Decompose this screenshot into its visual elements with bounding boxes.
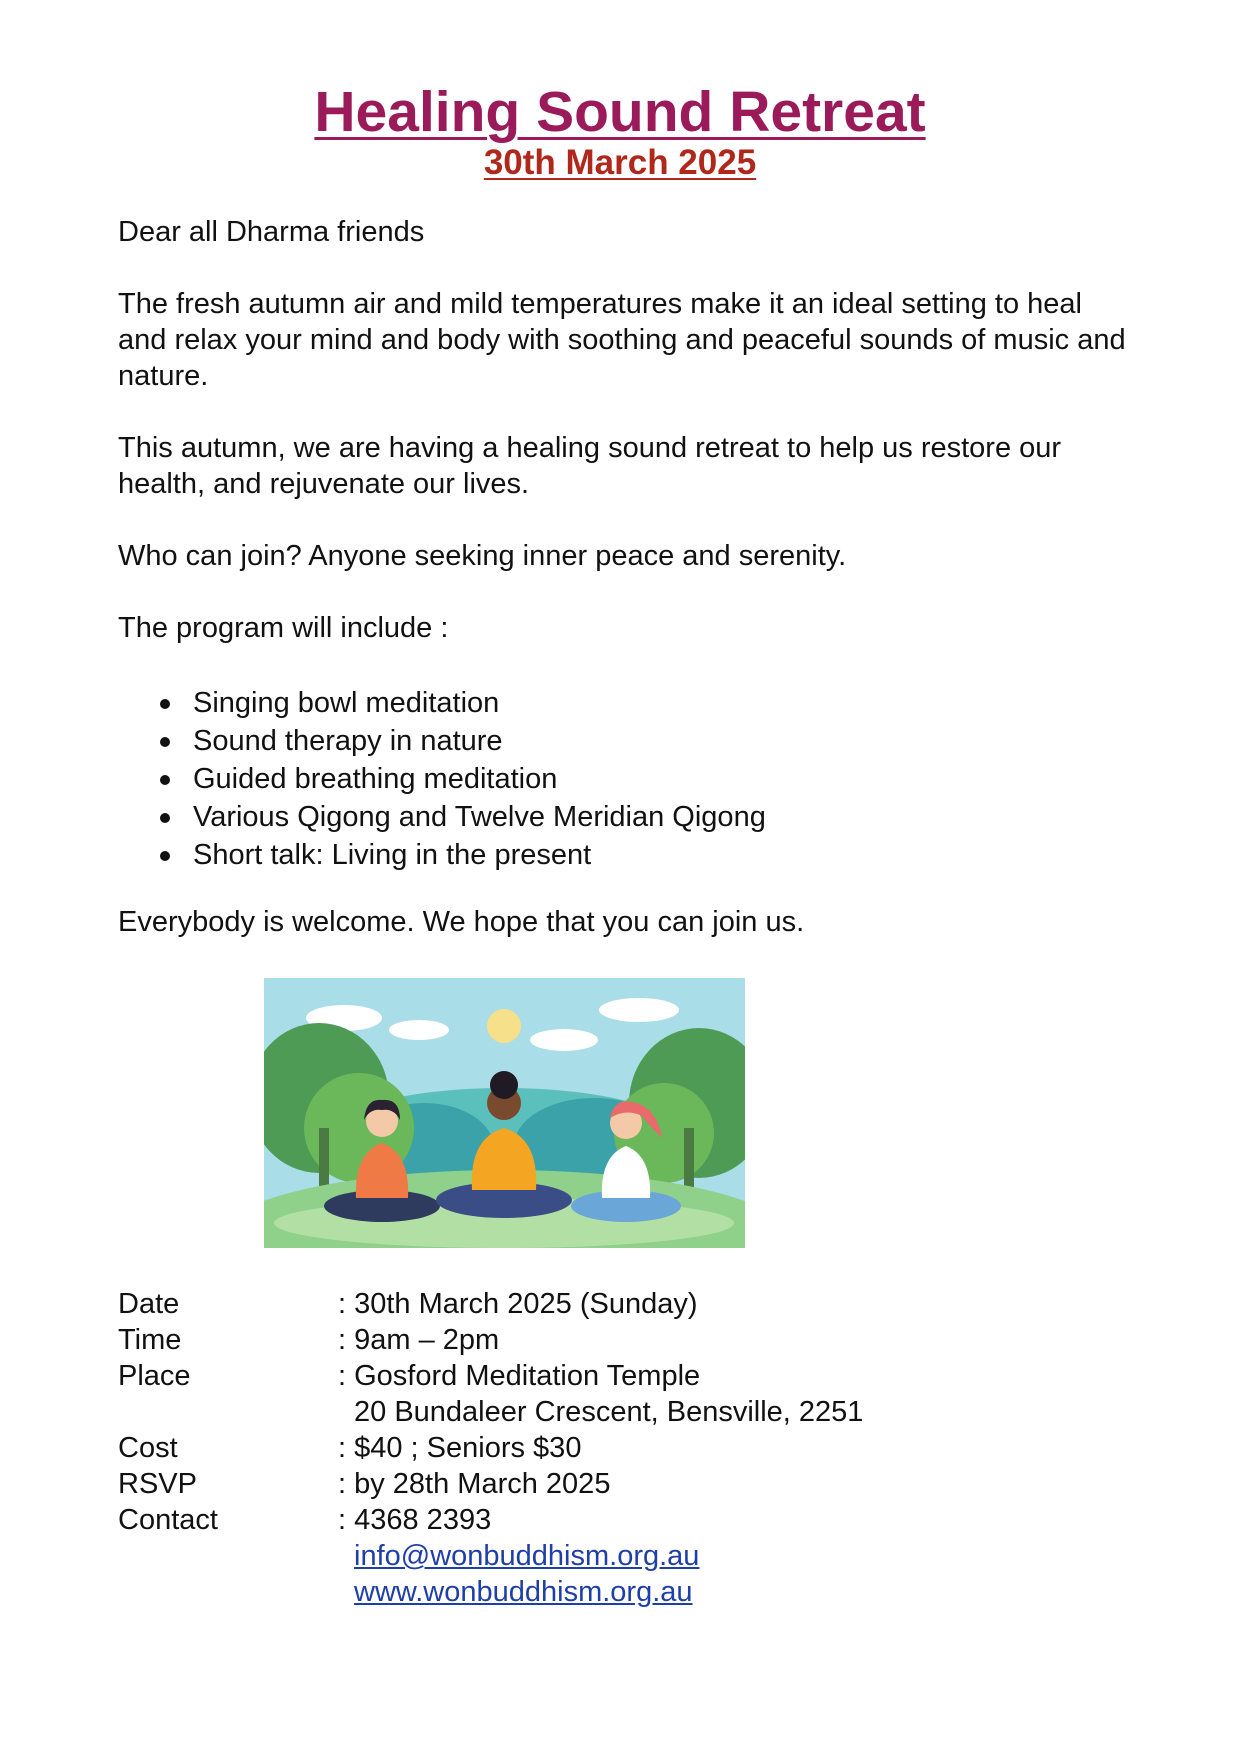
time-value: : 9am – 2pm xyxy=(338,1324,500,1356)
purpose-paragraph: This autumn, we are having a healing sound retreat to help us restore our health, and rejuvenate our lives. xyxy=(118,432,1062,500)
place-address: 20 Bundaleer Crescent, Bensville, 2251 xyxy=(354,1396,864,1428)
cost-value: : $40 ; Seniors $30 xyxy=(338,1432,582,1464)
contact-label: Contact xyxy=(118,1504,218,1536)
meditation-illustration xyxy=(264,978,745,1248)
list-item: Singing bowl meditation xyxy=(118,684,766,722)
rsvp-label: RSVP xyxy=(118,1468,197,1500)
intro-paragraph: The fresh autumn air and mild temperatures make it an ideal setting to heal and relax your mind and body with soothing and peaceful sounds of music and nature. xyxy=(118,288,1126,392)
list-item: Various Qigong and Twelve Meridian Qigong xyxy=(118,798,766,836)
place-value: : Gosford Meditation Temple xyxy=(338,1360,701,1392)
list-item: Guided breathing meditation xyxy=(118,760,766,798)
who-paragraph: Who can join? Anyone seeking inner peace and serenity. xyxy=(118,540,847,572)
detail-row-web xyxy=(118,1574,863,1610)
detail-row-contact xyxy=(118,1502,863,1538)
closing-paragraph: Everybody is welcome. We hope that you can join us. xyxy=(118,906,805,938)
list-item: Sound therapy in nature xyxy=(118,722,766,760)
greeting: Dear all Dharma friends xyxy=(118,216,425,248)
detail-row-time xyxy=(118,1322,863,1358)
detail-row-date xyxy=(118,1286,863,1322)
email-link[interactable]: info@wonbuddhism.org.au xyxy=(354,1540,700,1572)
rsvp-value: : by 28th March 2025 xyxy=(338,1468,611,1500)
event-date-heading: 30th March 2025 xyxy=(483,143,757,182)
program-intro: The program will include : xyxy=(118,612,449,644)
detail-row-rsvp xyxy=(118,1466,863,1502)
date-label: Date xyxy=(118,1288,180,1320)
contact-phone: : 4368 2393 xyxy=(338,1504,492,1536)
list-item: Short talk: Living in the present xyxy=(118,836,766,874)
page-title: Healing Sound Retreat xyxy=(314,80,926,144)
detail-row-email xyxy=(118,1538,863,1574)
event-details xyxy=(118,1286,863,1610)
time-label: Time xyxy=(118,1324,182,1356)
detail-row-cost xyxy=(118,1430,863,1466)
detail-row-place xyxy=(118,1358,863,1394)
program-list xyxy=(118,684,766,874)
date-value: : 30th March 2025 (Sunday) xyxy=(338,1288,698,1320)
detail-row-address xyxy=(118,1394,863,1430)
website-link[interactable]: www.wonbuddhism.org.au xyxy=(354,1576,693,1608)
place-label: Place xyxy=(118,1360,191,1392)
cost-label: Cost xyxy=(118,1432,178,1464)
